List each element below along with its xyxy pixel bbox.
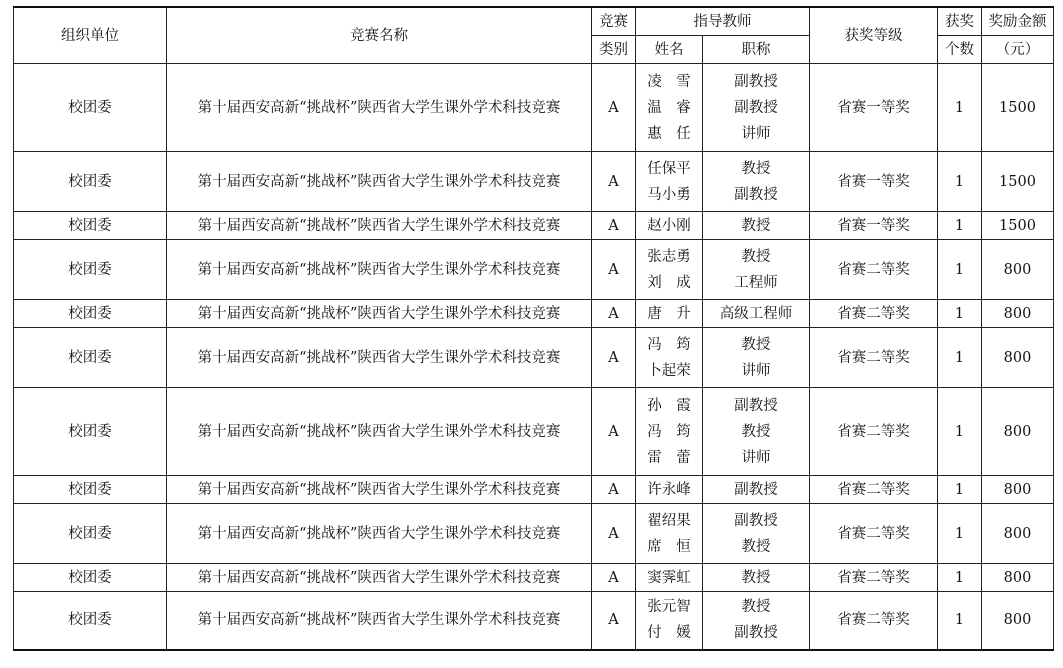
org-cell: 校团委 (14, 240, 167, 300)
advisor-title-cell-line: 教授 (741, 217, 771, 234)
advisor-title-cell-line: 教授 (741, 336, 771, 353)
advisor-title-cell-line: 教授 (741, 423, 771, 440)
header-count-line1: 获奖 (938, 7, 982, 36)
award-amount-cell: 800 (982, 564, 1054, 592)
table-row (14, 328, 1054, 388)
advisor-name-cell (636, 592, 703, 650)
org-cell: 校团委 (14, 504, 167, 564)
org-cell: 校团委 (14, 300, 167, 328)
advisor-name-cell-line: 温 睿 (647, 99, 691, 116)
advisor-name-cell-line: 翟绍果 (647, 512, 691, 529)
advisor-name-cell-line: 任保平 (647, 160, 691, 177)
advisor-name-cell-line: 雷 蕾 (647, 449, 691, 466)
advisor-title-cell (703, 152, 810, 212)
advisor-name-cell (636, 300, 703, 328)
award-level-cell: 省赛二等奖 (810, 328, 938, 388)
award-amount-cell: 800 (982, 328, 1054, 388)
org-cell: 校团委 (14, 388, 167, 476)
award-amount-cell: 800 (982, 388, 1054, 476)
award-level-cell: 省赛二等奖 (810, 240, 938, 300)
advisor-title-cell-line: 教授 (741, 538, 771, 555)
advisor-title-cell-line: 副教授 (734, 625, 778, 642)
table-row (14, 300, 1054, 328)
org-cell: 校团委 (14, 476, 167, 504)
award-level-cell: 省赛二等奖 (810, 476, 938, 504)
header-advisor-title: 职称 (703, 36, 810, 64)
award-count-cell: 1 (938, 388, 982, 476)
org-cell: 校团委 (14, 328, 167, 388)
advisor-name-cell-line: 孙 霞 (647, 397, 691, 414)
advisor-title-cell-line: 讲师 (741, 125, 771, 142)
advisor-name-cell-line: 凌 雪 (647, 73, 691, 90)
award-count-cell: 1 (938, 504, 982, 564)
advisor-name-cell (636, 564, 703, 592)
award-amount-cell: 800 (982, 504, 1054, 564)
competition-cell: 第十届西安高新“挑战杯”陕西省大学生课外学术科技竞赛 (167, 328, 592, 388)
advisor-title-cell (703, 300, 810, 328)
category-cell: A (592, 592, 636, 650)
award-level-cell: 省赛一等奖 (810, 64, 938, 152)
advisor-title-cell-line: 讲师 (741, 449, 771, 466)
advisor-title-cell (703, 476, 810, 504)
advisor-title-cell (703, 240, 810, 300)
advisor-name-cell-line: 许永峰 (647, 481, 691, 498)
advisor-name-cell-line: 张元智 (647, 599, 691, 616)
org-cell: 校团委 (14, 64, 167, 152)
advisor-name-cell-line: 惠 任 (647, 125, 691, 142)
advisor-title-cell-line: 副教授 (734, 186, 778, 203)
header-advisor: 指导教师 (636, 7, 810, 36)
category-cell: A (592, 328, 636, 388)
category-cell: A (592, 564, 636, 592)
category-cell: A (592, 152, 636, 212)
category-cell: A (592, 388, 636, 476)
advisor-title-cell-line: 工程师 (734, 274, 778, 291)
category-cell: A (592, 300, 636, 328)
header-amount-line2: （元） (982, 36, 1054, 64)
org-cell: 校团委 (14, 212, 167, 240)
advisor-title-cell-line: 副教授 (734, 481, 778, 498)
award-amount-cell: 800 (982, 240, 1054, 300)
advisor-title-cell (703, 564, 810, 592)
competition-cell: 第十届西安高新“挑战杯”陕西省大学生课外学术科技竞赛 (167, 388, 592, 476)
advisor-name-cell-line: 卜起荣 (647, 362, 691, 379)
table-row (14, 212, 1054, 240)
award-count-cell: 1 (938, 476, 982, 504)
award-level-cell: 省赛二等奖 (810, 564, 938, 592)
header-org: 组织单位 (14, 7, 167, 64)
advisor-title-cell-line: 副教授 (734, 397, 778, 414)
award-count-cell: 1 (938, 328, 982, 388)
award-count-cell: 1 (938, 592, 982, 650)
category-cell: A (592, 476, 636, 504)
category-cell: A (592, 240, 636, 300)
advisor-title-cell-line: 副教授 (734, 99, 778, 116)
advisor-name-cell-line: 唐 升 (647, 305, 691, 322)
advisor-name-cell-line: 刘 成 (647, 274, 691, 291)
award-amount-cell: 800 (982, 592, 1054, 650)
header-count-line2: 个数 (938, 36, 982, 64)
advisor-name-cell-line: 冯 筠 (647, 423, 691, 440)
advisor-name-cell (636, 240, 703, 300)
advisor-title-cell (703, 328, 810, 388)
advisor-title-cell (703, 504, 810, 564)
competition-cell: 第十届西安高新“挑战杯”陕西省大学生课外学术科技竞赛 (167, 564, 592, 592)
advisor-title-cell (703, 592, 810, 650)
advisor-title-cell-line: 教授 (741, 599, 771, 616)
award-level-cell: 省赛二等奖 (810, 592, 938, 650)
advisor-name-cell (636, 388, 703, 476)
award-count-cell: 1 (938, 300, 982, 328)
competition-cell: 第十届西安高新“挑战杯”陕西省大学生课外学术科技竞赛 (167, 300, 592, 328)
header-competition: 竞赛名称 (167, 7, 592, 64)
advisor-title-cell-line: 讲师 (741, 362, 771, 379)
advisor-name-cell-line: 窦霁虹 (647, 569, 691, 586)
award-amount-cell: 800 (982, 300, 1054, 328)
advisor-title-cell-line: 教授 (741, 160, 771, 177)
header-category-line1: 竞赛 (592, 7, 636, 36)
advisor-name-cell-line: 席 恒 (647, 538, 691, 555)
advisor-name-cell (636, 476, 703, 504)
advisor-name-cell-line: 赵小刚 (647, 217, 691, 234)
advisor-title-cell-line: 教授 (741, 569, 771, 586)
award-count-cell: 1 (938, 152, 982, 212)
advisor-title-cell (703, 64, 810, 152)
competition-cell: 第十届西安高新“挑战杯”陕西省大学生课外学术科技竞赛 (167, 152, 592, 212)
table-row (14, 388, 1054, 476)
award-amount-cell: 1500 (982, 152, 1054, 212)
category-cell: A (592, 64, 636, 152)
org-cell: 校团委 (14, 592, 167, 650)
award-table (13, 6, 1054, 651)
advisor-title-cell (703, 388, 810, 476)
award-count-cell: 1 (938, 240, 982, 300)
table-row (14, 504, 1054, 564)
award-level-cell: 省赛二等奖 (810, 388, 938, 476)
competition-cell: 第十届西安高新“挑战杯”陕西省大学生课外学术科技竞赛 (167, 212, 592, 240)
category-cell: A (592, 212, 636, 240)
award-level-cell: 省赛二等奖 (810, 504, 938, 564)
table-row (14, 64, 1054, 152)
award-amount-cell: 1500 (982, 64, 1054, 152)
advisor-name-cell-line: 冯 筠 (647, 336, 691, 353)
table-body (14, 64, 1054, 650)
award-table-container (13, 6, 1054, 651)
org-cell: 校团委 (14, 152, 167, 212)
category-cell: A (592, 504, 636, 564)
competition-cell: 第十届西安高新“挑战杯”陕西省大学生课外学术科技竞赛 (167, 240, 592, 300)
advisor-title-cell-line: 副教授 (734, 73, 778, 90)
advisor-name-cell-line: 张志勇 (647, 248, 691, 265)
award-count-cell: 1 (938, 64, 982, 152)
advisor-title-cell-line: 教授 (741, 248, 771, 265)
award-amount-cell: 800 (982, 476, 1054, 504)
award-amount-cell: 1500 (982, 212, 1054, 240)
advisor-name-cell (636, 328, 703, 388)
advisor-name-cell (636, 212, 703, 240)
advisor-name-cell (636, 504, 703, 564)
advisor-name-cell (636, 152, 703, 212)
table-row (14, 476, 1054, 504)
table-header (14, 7, 1054, 64)
table-row (14, 240, 1054, 300)
award-level-cell: 省赛一等奖 (810, 152, 938, 212)
competition-cell: 第十届西安高新“挑战杯”陕西省大学生课外学术科技竞赛 (167, 476, 592, 504)
award-level-cell: 省赛二等奖 (810, 300, 938, 328)
award-count-cell: 1 (938, 212, 982, 240)
award-level-cell: 省赛一等奖 (810, 212, 938, 240)
header-amount-line1: 奖励金额 (982, 7, 1054, 36)
award-count-cell: 1 (938, 564, 982, 592)
advisor-name-cell-line: 付 媛 (647, 625, 691, 642)
advisor-name-cell-line: 马小勇 (647, 186, 691, 203)
header-category-line2: 类别 (592, 36, 636, 64)
advisor-name-cell (636, 64, 703, 152)
competition-cell: 第十届西安高新“挑战杯”陕西省大学生课外学术科技竞赛 (167, 504, 592, 564)
header-award-level: 获奖等级 (810, 7, 938, 64)
competition-cell: 第十届西安高新“挑战杯”陕西省大学生课外学术科技竞赛 (167, 592, 592, 650)
table-row (14, 564, 1054, 592)
header-advisor-name: 姓名 (636, 36, 703, 64)
table-row (14, 592, 1054, 650)
competition-cell: 第十届西安高新“挑战杯”陕西省大学生课外学术科技竞赛 (167, 64, 592, 152)
advisor-title-cell-line: 副教授 (734, 512, 778, 529)
table-row (14, 152, 1054, 212)
advisor-title-cell-line: 高级工程师 (719, 305, 793, 322)
org-cell: 校团委 (14, 564, 167, 592)
advisor-title-cell (703, 212, 810, 240)
